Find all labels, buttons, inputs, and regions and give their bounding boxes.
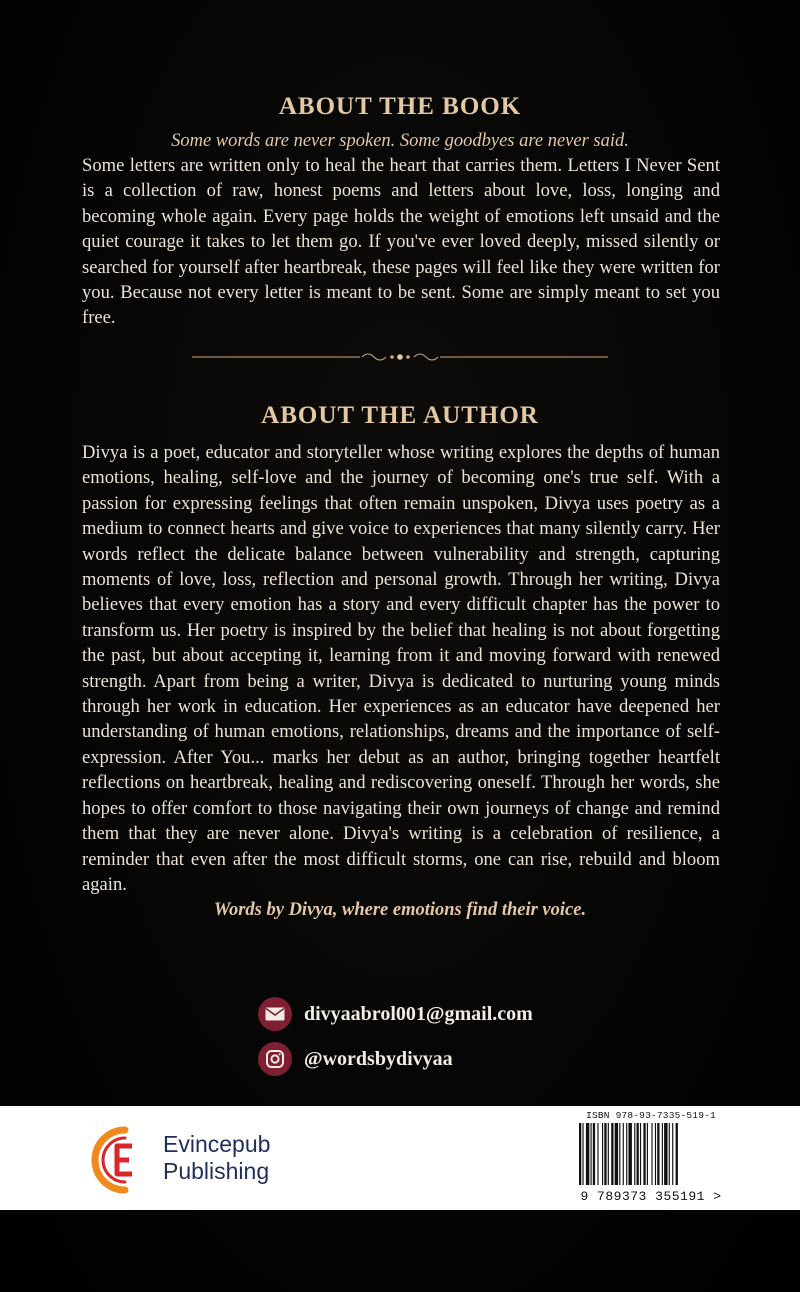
ornamental-divider (192, 345, 608, 369)
instagram-icon (258, 1042, 292, 1076)
barcode-bar (597, 1123, 598, 1185)
barcode-bar (591, 1123, 592, 1185)
barcode-bar (647, 1123, 648, 1185)
barcode-bar (626, 1123, 627, 1185)
author-signoff: Words by Divya, where emotions find their voice. (213, 900, 587, 920)
barcode-bar (579, 1123, 581, 1185)
about-author-heading: ABOUT THE AUTHOR (261, 402, 539, 429)
barcode-bar (602, 1123, 603, 1185)
barcode-bar (582, 1123, 583, 1185)
barcode-bar (640, 1123, 641, 1185)
barcode-bar (615, 1123, 618, 1185)
barcode-bar (676, 1123, 678, 1185)
barcode-bar (611, 1123, 613, 1185)
barcode-bar (669, 1123, 670, 1185)
email-contact (258, 996, 533, 1032)
barcode-bar (623, 1123, 624, 1185)
barcode-bar (662, 1123, 663, 1185)
barcode-bar (593, 1123, 595, 1185)
barcode-digits: 9 789373 355191 > (580, 1189, 722, 1204)
barcode-bar (637, 1123, 639, 1185)
publisher-name-line2: Publishing (163, 1158, 270, 1184)
barcode-bar (604, 1123, 606, 1185)
book-tagline: Some words are never spoken. Some goodbyes are never said. (171, 131, 629, 151)
book-description: Some letters are written only to heal the heart that carries them. Letters I Never Sent is a collection of raw, honest poems and letters about love, loss, longing and becoming whole again. Every page holds the weight of emotions left unsaid and the quiet courage it takes to let them go. If you've ever loved deeply, missed silently or searched for yourself after heartbreak, these pages will feel like they were written for you. Because not every letter is meant to be sent. Some are simply meant to set you free. (82, 155, 720, 329)
barcode-bars (579, 1123, 719, 1185)
author-bio: Divya is a poet, educator and storyteller whose writing explores the depths of human emotions, healing, self-love and the journey of becoming one's true self. With a passion for expressing feelings that often remain unspoken, Divya uses poetry as a medium to connect hearts and give voice to experiences that many silently carry. Her words reflect the delicate balance between vulnerability and strength, capturing moments of love, loss, reflection and personal growth. Through her writing, Divya believes that every emotion has a story and every difficult chapter has the power to transform us. Her poetry is inspired by the belief that healing is not about forgetting the past, but about accepting it, learning from it and moving forward with renewed strength. Apart from being a writer, Divya is dedicated to nurturing young minds through her work in education. Her experiences as an educator have deepened her understanding of human emotions, relationships, dreams and the importance of self-expression. After You... marks her debut as an author, bringing together heartfelt reflections on heartbreak, healing and rediscovering oneself. Through her words, she hopes to offer comfort to those navigating their own journeys of change and remind them that they are never alone. Divya's writing is a celebration of resilience, a reminder that even after the most difficult storms, one can rise, rebuild and bloom again. (82, 442, 720, 895)
barcode-bar (634, 1123, 635, 1185)
barcode-bar (619, 1123, 620, 1185)
barcode-bar (651, 1123, 652, 1185)
isbn-barcode (575, 1110, 727, 1210)
barcode-bar (643, 1123, 645, 1185)
publisher-name (163, 1131, 270, 1185)
instagram-handle: @wordsbydivyaa (304, 1047, 453, 1070)
barcode-bar (664, 1123, 667, 1185)
barcode-bar (655, 1123, 656, 1185)
publisher-name-line1: Evincepub (163, 1131, 271, 1157)
barcode-bar (628, 1123, 631, 1185)
email-address: divyaabrol001@gmail.com (304, 1002, 533, 1025)
envelope-icon (258, 997, 292, 1031)
barcode-bar (586, 1123, 589, 1185)
barcode-bar (657, 1123, 659, 1185)
barcode-bar (608, 1123, 609, 1185)
instagram-contact (258, 1041, 453, 1077)
about-book-heading: ABOUT THE BOOK (278, 93, 522, 120)
barcode-bar (672, 1123, 673, 1185)
isbn-label: ISBN 978-93-7335-519-1 (586, 1110, 716, 1121)
